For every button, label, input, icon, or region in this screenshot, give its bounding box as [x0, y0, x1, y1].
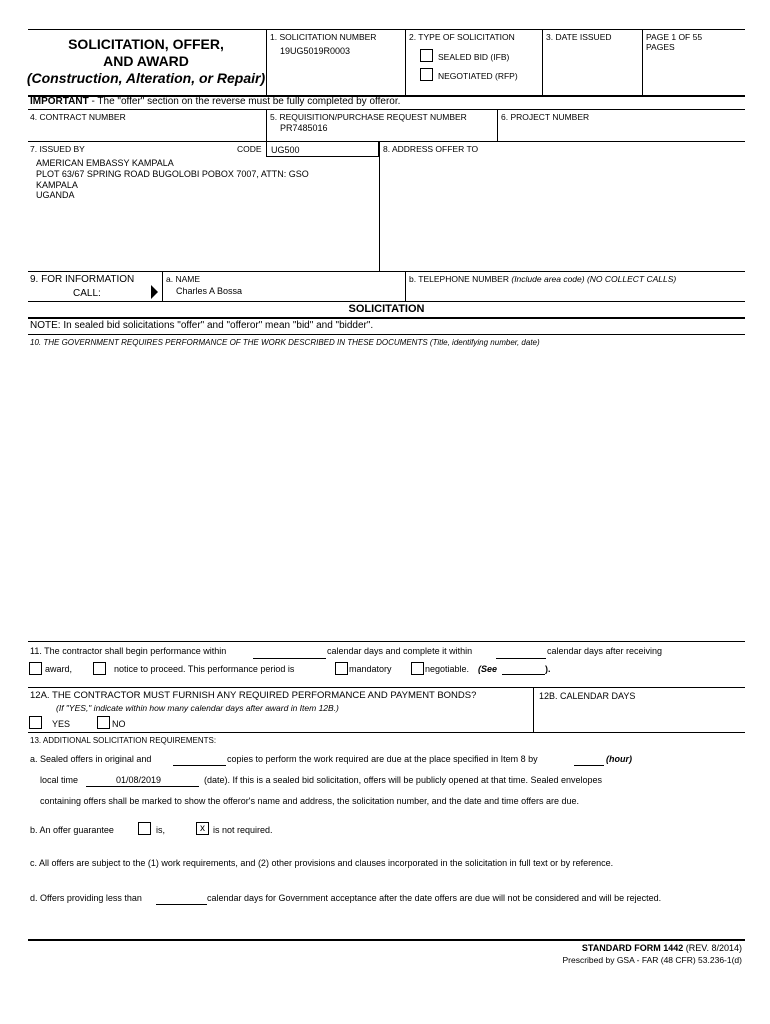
hour-field[interactable]: [574, 765, 604, 766]
form-revision: (REV. 8/2014): [685, 943, 742, 953]
guarantee-not-required-label: is not required.: [213, 825, 273, 835]
issued-by-label: 7. ISSUED BY: [30, 144, 85, 154]
date-issued-label: 3. DATE ISSUED: [546, 32, 612, 42]
pages-label: PAGES: [646, 42, 675, 52]
guarantee-not-required-checkbox[interactable]: x: [196, 822, 209, 835]
issued-address-line3: KAMPALA: [36, 180, 78, 190]
solicitation-type-label: 2. TYPE OF SOLICITATION: [409, 32, 515, 42]
important-text: - The "offer" section on the reverse must be fully completed by offeror.: [91, 96, 401, 107]
bonds-yes-label: YES: [52, 719, 71, 729]
item13d-text-2: calendar days for Government acceptance after the date offers are due will not be considered and will be rejected.: [207, 893, 662, 903]
form-title-line1: SOLICITATION, OFFER,: [68, 36, 224, 52]
negotiable-checkbox[interactable]: [411, 662, 424, 675]
contract-number-label: 4. CONTRACT NUMBER: [30, 112, 126, 122]
contact-name-label: a. NAME: [166, 274, 201, 284]
item13b-text: b. An offer guarantee: [30, 825, 114, 835]
item13a-text-3: (date). If this is a sealed bid solicitation, offers will be publicly opened at that time. Sealed envelopes: [204, 775, 603, 785]
form-number-bold: STANDARD FORM 1442: [581, 943, 684, 953]
item12b-label: 12B. CALENDAR DAYS: [539, 691, 636, 701]
form-title-line2: AND AWARD: [103, 53, 189, 69]
guarantee-is-label: is,: [156, 825, 165, 835]
project-number-label: 6. PROJECT NUMBER: [501, 112, 590, 122]
see-label: (See: [478, 664, 498, 674]
acceptance-days-field[interactable]: [156, 904, 207, 905]
issued-address-line1: AMERICAN EMBASSY KAMPALA: [36, 158, 174, 168]
begin-days-field[interactable]: [253, 658, 326, 659]
guarantee-is-checkbox[interactable]: [138, 822, 151, 835]
arrow-right-icon: [151, 285, 158, 299]
page-count-label: PAGE 1 OF 55: [646, 32, 703, 42]
form-number: [530, 943, 742, 953]
item10-label: [30, 338, 540, 348]
sealed-bid-label: SEALED BID (IFB): [438, 52, 510, 62]
issued-address-line4: UGANDA: [36, 190, 75, 200]
item11-text-a: 11. The contractor shall begin performance within: [30, 646, 227, 656]
bonds-no-label: NO: [112, 719, 126, 729]
solicitation-number-label: 1. SOLICITATION NUMBER: [270, 32, 377, 42]
negotiated-label: NEGOTIATED (RFP): [438, 71, 518, 81]
solicitation-number-value[interactable]: 19UG5019R0003: [280, 46, 351, 56]
notice-to-proceed-label: notice to proceed. This performance period is: [114, 664, 295, 674]
bonds-yes-checkbox[interactable]: [29, 716, 42, 729]
item10-note: (Title, identifying number, date): [429, 338, 540, 347]
solicitation-heading: SOLICITATION: [348, 303, 425, 315]
see-end: ).: [545, 664, 551, 674]
requisition-number-value[interactable]: PR7485016: [280, 123, 328, 133]
form-title-line3: (Construction, Alteration, or Repair): [26, 70, 266, 86]
important-notice: [30, 96, 400, 108]
copies-field[interactable]: [173, 765, 226, 766]
offer-date-field[interactable]: [86, 786, 199, 787]
item11-text-b: calendar days and complete it within: [327, 646, 473, 656]
telephone-label-text: b. TELEPHONE NUMBER: [409, 274, 509, 284]
for-information-label-1: 9. FOR INFORMATION: [30, 274, 135, 285]
code-label: CODE: [237, 144, 262, 154]
item10-text: 10. THE GOVERNMENT REQUIRES PERFORMANCE OF THE WORK DESCRIBED IN THESE DOCUMENTS: [30, 338, 428, 347]
requisition-number-label: 5. REQUISITION/PURCHASE REQUEST NUMBER: [270, 112, 467, 122]
hour-label: (hour): [606, 754, 632, 764]
prescribed-by: Prescribed by GSA - FAR (48 CFR) 53.236-1(d): [562, 955, 742, 965]
issued-address-line2: PLOT 63/67 SPRING ROAD BUGOLOBI POBOX 7007, ATTN: GSO: [36, 169, 309, 179]
award-checkbox[interactable]: [29, 662, 42, 675]
bonds-no-checkbox[interactable]: [97, 716, 110, 729]
code-value[interactable]: UG500: [271, 145, 300, 155]
item13c-text: c. All offers are subject to the (1) work requirements, and (2) other provisions and clauses incorporated in the solicitation in full text or by reference.: [30, 858, 614, 868]
address-offer-to-label: 8. ADDRESS OFFER TO: [383, 144, 479, 154]
item13d-text-1: d. Offers providing less than: [30, 893, 142, 903]
local-time-label: local time: [40, 775, 79, 785]
item13a-text-2: copies to perform the work required are due at the place specified in Item 8 by: [227, 754, 538, 764]
important-bold: IMPORTANT: [30, 96, 89, 107]
item12a-label: 12A. THE CONTRACTOR MUST FURNISH ANY REQUIRED PERFORMANCE AND PAYMENT BONDS?: [30, 690, 477, 701]
item13a-text-1: a. Sealed offers in original and: [30, 754, 152, 764]
item11-text-c: calendar days after receiving: [547, 646, 663, 656]
offer-date-value[interactable]: 01/08/2019: [116, 775, 162, 785]
item13-label: 13. ADDITIONAL SOLICITATION REQUIREMENTS:: [30, 736, 217, 745]
complete-days-field[interactable]: [496, 658, 546, 659]
item13a-text-4: containing offers shall be marked to show the offeror's name and address, the solicitation number, and the date and time offers are due.: [40, 796, 580, 806]
for-information-label-2: CALL:: [73, 288, 101, 299]
award-label: award,: [45, 664, 73, 674]
mandatory-checkbox[interactable]: [335, 662, 348, 675]
telephone-note: (Include area code) (NO COLLECT CALLS): [511, 274, 677, 284]
mandatory-label: mandatory: [349, 664, 392, 674]
solicitation-note: NOTE: In sealed bid solicitations "offer" and "offeror" mean "bid" and "bidder".: [30, 320, 374, 331]
sealed-bid-checkbox[interactable]: [420, 49, 433, 62]
notice-to-proceed-checkbox[interactable]: [93, 662, 106, 675]
negotiated-checkbox[interactable]: [420, 68, 433, 81]
item12a-note: (If "YES," indicate within how many calendar days after award in Item 12B.): [56, 703, 339, 713]
negotiable-label: negotiable.: [425, 664, 470, 674]
contact-name-value[interactable]: Charles A Bossa: [176, 286, 243, 296]
see-field[interactable]: [502, 674, 545, 675]
telephone-label: [409, 274, 676, 284]
